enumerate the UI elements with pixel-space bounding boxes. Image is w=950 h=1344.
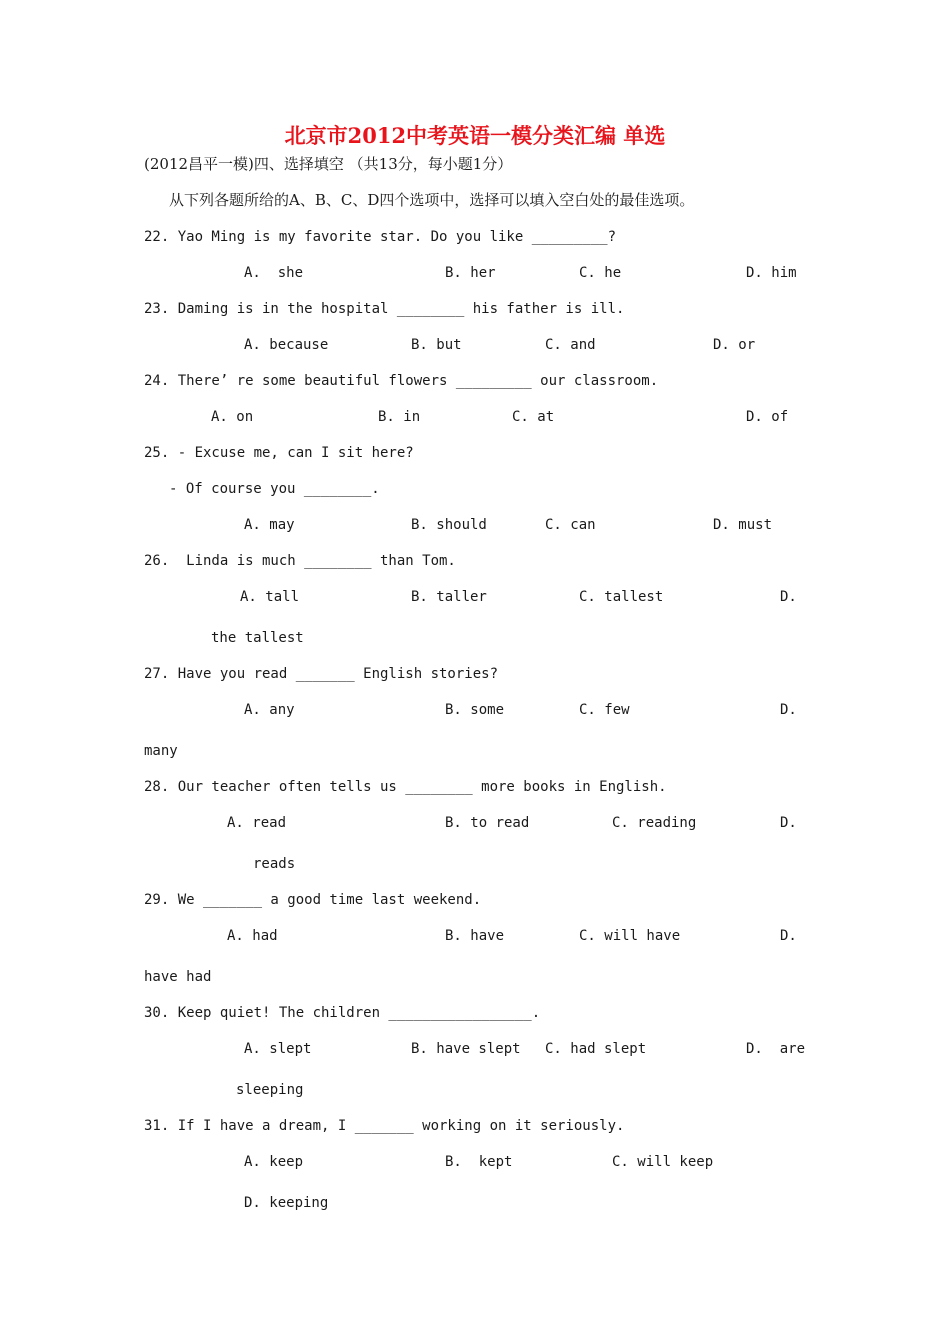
option-d: D. [780, 928, 797, 944]
option-d: D. [780, 815, 797, 831]
option-b: B. but [411, 337, 462, 353]
option-c: C. at [512, 409, 555, 425]
question-stem: 22. Yao Ming is my favorite star. Do you like _________? [144, 229, 617, 245]
question-stem: 29. We _______ a good time last weekend. [144, 892, 482, 908]
option-d: D. keeping [244, 1195, 329, 1211]
option-d-text: reads [253, 856, 296, 872]
option-d: D. or [713, 337, 756, 353]
question-stem: 30. Keep quiet! The children _________________. [144, 1005, 541, 1021]
question-stem: 26. Linda is much ________ than Tom. [144, 553, 456, 569]
option-a: A. on [211, 409, 254, 425]
instruction-text: 从下列各题所给的A、B、C、D四个选项中，选择可以填入空白处的最佳选项。 [169, 191, 695, 209]
option-d-text: have had [144, 969, 212, 985]
option-a: A. had [227, 928, 278, 944]
option-b: B. in [378, 409, 421, 425]
option-a: A. keep [244, 1154, 304, 1170]
option-c: C. he [579, 265, 622, 281]
option-c: C. will have [579, 928, 681, 944]
option-d: D. [780, 702, 797, 718]
question-stem: 24. There’ re some beautiful flowers _________ our classroom. [144, 373, 659, 389]
option-d: D. [780, 589, 797, 605]
option-b: B. should [411, 517, 487, 533]
option-a: A. because [244, 337, 329, 353]
section-header: (2012昌平一模)四、选择填空 （共13分，每小题1分） [144, 155, 513, 173]
option-a: A. she [244, 265, 304, 281]
option-d: D. are [746, 1041, 806, 1057]
option-c: C. few [579, 702, 630, 718]
option-c: C. tallest [579, 589, 664, 605]
question-stem: 23. Daming is in the hospital ________ his father is ill. [144, 301, 625, 317]
option-b: B. have [445, 928, 505, 944]
option-c: C. and [545, 337, 596, 353]
option-c: C. can [545, 517, 596, 533]
question-stem: 25. - Excuse me, can I sit here? [144, 445, 414, 461]
option-a: A. may [244, 517, 295, 533]
question-stem: 27. Have you read _______ English stories? [144, 666, 499, 682]
option-d-text: the tallest [211, 630, 304, 646]
option-a: A. read [227, 815, 287, 831]
option-a: A. slept [244, 1041, 312, 1057]
option-a: A. any [244, 702, 295, 718]
option-b: B. some [445, 702, 505, 718]
option-d: D. him [746, 265, 797, 281]
option-b: B. kept [445, 1154, 513, 1170]
option-b: B. to read [445, 815, 530, 831]
question-stem-response: - Of course you ________. [169, 481, 380, 497]
option-c: C. will keep [612, 1154, 714, 1170]
option-d-text: sleeping [236, 1082, 304, 1098]
document-title: 北京市2012中考英语一模分类汇编 单选 [284, 123, 666, 148]
option-d: D. of [746, 409, 789, 425]
question-stem: 31. If I have a dream, I _______ working on it seriously. [144, 1118, 625, 1134]
option-c: C. reading [612, 815, 697, 831]
option-d-text: many [144, 743, 178, 759]
option-a: A. tall [240, 589, 300, 605]
option-b: B. taller [411, 589, 487, 605]
option-b: B. have slept [411, 1041, 521, 1057]
option-c: C. had slept [545, 1041, 647, 1057]
question-stem: 28. Our teacher often tells us ________ more books in English. [144, 779, 667, 795]
option-d: D. must [713, 517, 773, 533]
option-b: B. her [445, 265, 496, 281]
